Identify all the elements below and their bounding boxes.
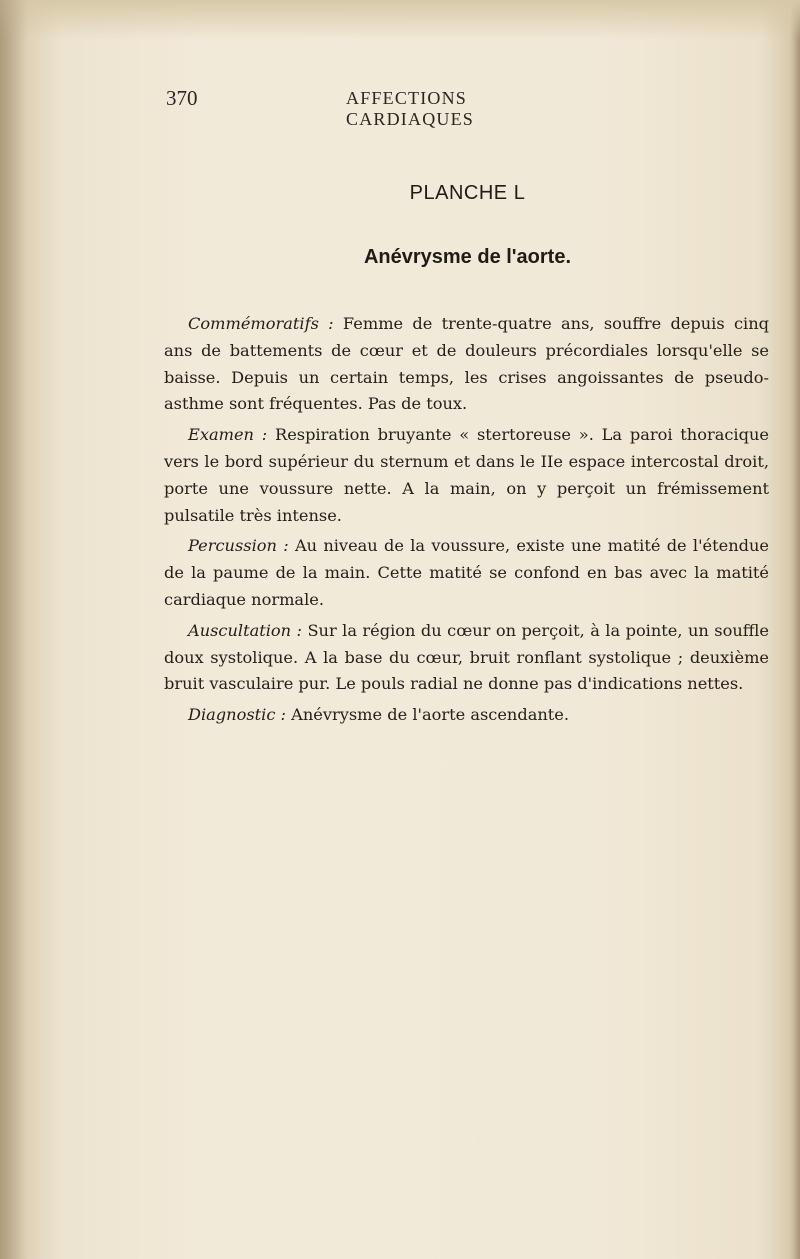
paragraph-percussion [164,533,769,613]
paragraph-text: Respiration bruyante « stertoreuse ». La paroi thoracique vers le bord supérieur du sternum et dans le IIe espace intercostal droit, porte une voussure nette. A la main, on y perçoit un frémissement pulsatile très intense. [164,425,769,525]
paragraph-label: Examen : [188,425,268,445]
paragraph-label: Diagnostic : [188,705,286,725]
paragraph-label: Commémoratifs : [188,314,334,333]
plate-title: PLANCHE L [409,182,526,204]
body-text [164,311,769,733]
paragraph-examen [164,422,769,529]
page-header [166,86,596,129]
paragraph-text: Sur la région du cœur on perçoit, à la pointe, un souffle doux systolique. A la base du cœur, bruit ronflant systolique ; deuxième bruit vasculaire pur. Le pouls radial ne donne pas d'indications nettes. [164,620,769,694]
paragraph-auscultation [164,618,769,698]
running-head: AFFECTIONS CARDIAQUES [346,88,475,129]
page-number: 370 [166,86,198,110]
paragraph-commemoratifs [164,311,769,418]
paragraph-label: Percussion : [188,536,289,556]
paragraph-diagnostic [164,702,769,729]
plate-subtitle: Anévrysme de l'aorte. [363,246,572,268]
paragraph-label: Auscultation : [188,620,303,640]
paragraph-text: Anévrysme de l'aorte ascendante. [286,705,570,725]
paragraph-text: Au niveau de la voussure, existe une matité de l'étendue de la paume de la main. Cette matité se confond en bas avec la matité cardiaque normale. [164,536,769,609]
paragraph-text: Femme de trente-quatre ans, souffre depuis cinq ans de battements de cœur et de douleurs précordiales lorsqu'elle se baisse. Depuis un certain temps, les crises angoissantes de pseudo-asthme sont fréquentes. Pas de toux. [164,314,769,414]
